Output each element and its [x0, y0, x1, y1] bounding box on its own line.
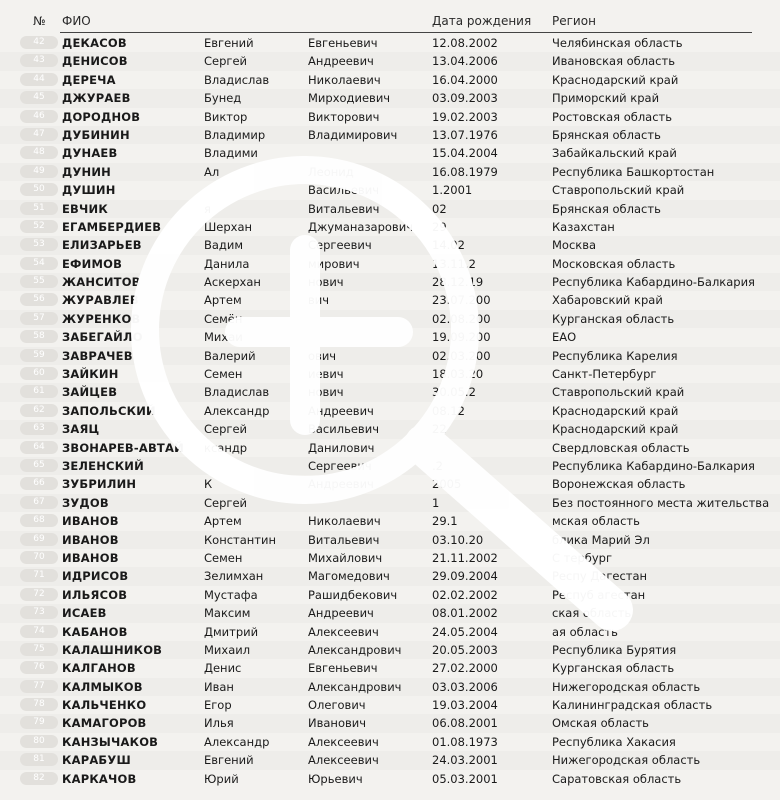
birth-date: 03.03.2006	[432, 679, 498, 694]
patronymic: Леонид	[308, 164, 354, 179]
table-row	[0, 494, 780, 512]
birth-date: 12.08.2002	[432, 36, 498, 50]
region: Республика Кабардино-Балкария	[552, 275, 755, 290]
first-name: Михаи	[204, 330, 243, 345]
row-number-badge: 55	[20, 275, 58, 288]
table-row	[0, 549, 780, 567]
first-name: Мустафа	[204, 587, 258, 602]
patronymic: Магомедович	[308, 569, 390, 584]
last-name: ЗАЙКИН	[62, 367, 119, 382]
region: Без постоянного места жительства	[552, 495, 770, 510]
last-name: КАРКАЧОВ	[62, 771, 137, 786]
patronymic: Андреевич	[308, 403, 374, 418]
first-name: Михаил	[204, 642, 251, 657]
region: Хабаровский край	[552, 293, 663, 308]
patronymic: Евгеньевич	[308, 661, 378, 676]
birth-date: 28.12.19	[432, 275, 484, 290]
patronymic: Николаевич	[308, 514, 381, 529]
table-row	[0, 328, 780, 346]
first-name: Максим	[204, 606, 251, 621]
region: Республика Карелия	[552, 348, 678, 363]
birth-date: 29	[432, 219, 447, 234]
patronymic: иевич	[308, 367, 344, 382]
first-name: Денис	[204, 661, 242, 676]
region: Республика Бурятия	[552, 642, 677, 657]
patronymic: Сергеевич	[308, 458, 372, 473]
region: Нижегородская область	[552, 679, 701, 694]
table-row	[0, 163, 780, 181]
last-name: ЗАЙЦЕВ	[62, 385, 118, 400]
last-name: ДОРОДНОВ	[62, 109, 141, 124]
first-name: Сергей	[204, 495, 247, 510]
birth-date: 23.07.200	[432, 293, 491, 308]
row-number-badge: 65	[20, 459, 58, 472]
patronymic: нович	[308, 275, 344, 290]
region: Брянская область	[552, 201, 661, 216]
last-name: ЕЛИЗАРЬЕВ	[62, 238, 142, 253]
first-name: Иван	[204, 679, 234, 694]
region: Курганская область	[552, 311, 675, 326]
patronymic: Васильевич	[308, 183, 379, 198]
region: ская область	[552, 606, 632, 621]
birth-date: 1.2001	[432, 183, 473, 198]
table-row	[0, 52, 780, 70]
region: Омская область	[552, 716, 649, 731]
first-name: Илья	[204, 716, 234, 731]
table-row	[0, 383, 780, 401]
last-name: ЕФИМОВ	[62, 256, 123, 271]
table-row	[0, 218, 780, 236]
row-number-badge: 42	[20, 36, 58, 49]
patronymic: Александрович	[308, 679, 402, 694]
last-name: ЗУДОВ	[62, 495, 109, 510]
birth-date: 16.04.2000	[432, 72, 498, 87]
patronymic: Николаевич	[308, 72, 381, 87]
birth-date: 03.10.20	[432, 532, 484, 547]
region: Воронежская область	[552, 477, 686, 492]
patronymic: Алексеевич	[308, 734, 379, 749]
row-number-badge: 79	[20, 716, 58, 729]
region: С тербург	[552, 550, 612, 565]
region: Краснодарский край	[552, 72, 679, 87]
row-number-badge: 81	[20, 753, 58, 766]
last-name: ДЕНИСОВ	[62, 54, 128, 69]
table-row	[0, 291, 780, 309]
first-name: Валерий	[204, 348, 256, 363]
birth-date: 22	[432, 422, 447, 437]
first-name: Семен	[204, 367, 243, 382]
last-name: КАЛМЫКОВ	[62, 679, 143, 694]
birth-date: 13.04.2006	[432, 54, 498, 69]
last-name: ЗАВРАЧЕВ	[62, 348, 133, 363]
birth-date: 14.02	[432, 238, 465, 253]
table-row	[0, 347, 780, 365]
table-row	[0, 402, 780, 420]
birth-date: 06.08.2001	[432, 716, 498, 731]
first-name: Зелимхан	[204, 569, 264, 584]
region: Курганская область	[552, 661, 675, 676]
region: Краснодарский край	[552, 422, 679, 437]
birth-date: 30.05.2	[432, 385, 476, 400]
patronymic: Андреевич	[308, 54, 374, 69]
patronymic: Иванович	[308, 716, 367, 731]
patronymic: ович	[308, 348, 337, 363]
table-row	[0, 108, 780, 126]
first-name: Владими	[204, 146, 258, 161]
row-number-badge: 51	[20, 202, 58, 215]
first-name: Евгений	[204, 36, 254, 50]
row-number-badge: 64	[20, 441, 58, 454]
first-name: Егор	[204, 698, 232, 713]
table-row	[0, 623, 780, 641]
region: Краснодарский край	[552, 403, 679, 418]
region: Брянская область	[552, 127, 661, 142]
last-name: ИВАНОВ	[62, 514, 119, 529]
first-name: Константин	[204, 532, 276, 547]
region: Ивановская область	[552, 54, 675, 69]
table-row	[0, 310, 780, 328]
row-number-badge: 78	[20, 698, 58, 711]
table-row	[0, 420, 780, 438]
birth-date: 29.09.2004	[432, 569, 498, 584]
row-number-badge: 53	[20, 238, 58, 251]
row-number-badge: 57	[20, 312, 58, 325]
row-number-badge: 75	[20, 643, 58, 656]
birth-date: 02.03.200	[432, 348, 491, 363]
row-number-badge: 66	[20, 477, 58, 490]
row-number-badge: 80	[20, 735, 58, 748]
birth-date: 24.03.2001	[432, 753, 498, 768]
first-name: Александр	[204, 734, 270, 749]
patronymic: Евгеньевич	[308, 36, 378, 50]
last-name: ЕГАМБЕРДИЕВ	[62, 219, 162, 234]
birth-date: 29.1	[432, 514, 458, 529]
region: Респуб агестан	[552, 587, 646, 602]
region: Московская область	[552, 256, 676, 271]
row-number-badge: 61	[20, 385, 58, 398]
table-row	[0, 255, 780, 273]
patronymic: Андреевич	[308, 477, 374, 492]
last-name: ЗУБРИЛИН	[62, 477, 137, 492]
table-row	[0, 512, 780, 530]
region: Республика Хакасия	[552, 734, 676, 749]
row-number-badge: 56	[20, 293, 58, 306]
birth-date: .2	[432, 458, 443, 473]
table-row	[0, 604, 780, 622]
patronymic: Витальевич	[308, 201, 380, 216]
row-number-badge: 60	[20, 367, 58, 380]
row-number-badge: 76	[20, 661, 58, 674]
last-name: ЗВОНАРЕВ-АВТАЙ	[62, 440, 184, 455]
patronymic: Михайлович	[308, 550, 383, 565]
region: Забайкальский край	[552, 146, 677, 161]
last-name: ИДРИСОВ	[62, 569, 129, 584]
table-row	[0, 770, 780, 788]
last-name: КАНЗЫЧАКОВ	[62, 734, 159, 749]
row-number-badge: 68	[20, 514, 58, 527]
table-row	[0, 71, 780, 89]
region: Санкт-Петербург	[552, 367, 657, 382]
first-name: я	[204, 201, 211, 216]
table-row	[0, 641, 780, 659]
row-number-badge: 67	[20, 496, 58, 509]
row-number-badge: 73	[20, 606, 58, 619]
last-name: ЗАПОЛЬСКИЙ	[62, 403, 156, 418]
table-row	[0, 733, 780, 751]
patronymic: мирович	[308, 256, 360, 271]
first-name: Семен	[204, 550, 243, 565]
patronymic: Алексеевич	[308, 753, 379, 768]
patronymic: Алексеевич	[308, 624, 379, 639]
row-number-badge: 50	[20, 183, 58, 196]
last-name: ДУШИН	[62, 183, 116, 198]
table-row	[0, 181, 780, 199]
last-name: КАЛГАНОВ	[62, 661, 136, 676]
first-name: Бунед	[204, 91, 242, 106]
birth-date: 16.08.1979	[432, 164, 498, 179]
last-name: КАЛЬЧЕНКО	[62, 698, 147, 713]
header-divider	[60, 32, 752, 33]
patronymic: Александрович	[308, 642, 402, 657]
birth-date: 19.02.2003	[432, 109, 498, 124]
first-name: Артем	[204, 293, 242, 308]
table-row	[0, 126, 780, 144]
last-name: ДУНИН	[62, 164, 111, 179]
table-row	[0, 475, 780, 493]
first-name: Александр	[204, 403, 270, 418]
patronymic: Андреевич	[308, 606, 374, 621]
first-name: Сергей	[204, 54, 247, 69]
region: Республика Башкортостан	[552, 164, 715, 179]
table-row	[0, 696, 780, 714]
last-name: ИВАНОВ	[62, 550, 119, 565]
patronymic: Олегович	[308, 698, 366, 713]
last-name: ЗАБЕГАЙЛО	[62, 330, 143, 345]
birth-date: 13.11.2	[432, 256, 476, 271]
row-number-badge: 44	[20, 73, 58, 86]
table-row	[0, 144, 780, 162]
row-number-badge: 54	[20, 257, 58, 270]
first-name: Вадим	[204, 238, 244, 253]
row-number-badge: 48	[20, 146, 58, 159]
header-birth-date: Дата рождения	[432, 14, 532, 28]
table-row	[0, 586, 780, 604]
region: Ставропольский край	[552, 183, 685, 198]
first-name: Сергей	[204, 422, 247, 437]
patronymic: Владимирович	[308, 127, 398, 142]
patronymic: вич	[308, 293, 330, 308]
first-name: К	[204, 477, 213, 492]
birth-date: 2005	[432, 477, 462, 492]
patronymic: Витальевич	[308, 532, 380, 547]
region: Ростовская область	[552, 109, 673, 124]
birth-date: 18.03.20	[432, 367, 484, 382]
birth-date: 02.08.200	[432, 311, 491, 326]
row-number-badge: 46	[20, 110, 58, 123]
first-name: Шерхан	[204, 219, 253, 234]
last-name: ЗАЯЦ	[62, 422, 100, 437]
region: Свердловская область	[552, 440, 690, 455]
patronymic: Данилович	[308, 440, 375, 455]
birth-date: 19.09.200	[432, 330, 491, 345]
row-number-badge: 52	[20, 220, 58, 233]
patronymic: Сергеевич	[308, 238, 372, 253]
region: Челябинская область	[552, 36, 683, 50]
patronymic: Викторович	[308, 109, 380, 124]
last-name: ИСАЕВ	[62, 606, 107, 621]
table-row	[0, 439, 780, 457]
last-name: ЖУРАВЛЕВ	[62, 293, 139, 308]
row-number-badge: 70	[20, 551, 58, 564]
birth-date: 13.07.1976	[432, 127, 498, 142]
first-name: Владислав	[204, 385, 270, 400]
table-header	[0, 8, 780, 34]
row-number-badge: 77	[20, 680, 58, 693]
row-number-badge: 45	[20, 91, 58, 104]
last-name: ДЖУРАЕВ	[62, 91, 131, 106]
last-name: КАЛАШНИКОВ	[62, 642, 163, 657]
table-row	[0, 200, 780, 218]
row-number-badge: 47	[20, 128, 58, 141]
row-number-badge: 72	[20, 588, 58, 601]
last-name: КАРАБУШ	[62, 753, 131, 768]
first-name: Ал	[204, 164, 220, 179]
region: ЕАО	[552, 330, 577, 345]
birth-date: 19.03.2004	[432, 698, 498, 713]
row-number-badge: 59	[20, 349, 58, 362]
patronymic: Юрьевич	[308, 771, 363, 786]
table-row	[0, 457, 780, 475]
first-name: Дмитрий	[204, 624, 259, 639]
last-name: ЖУРЕНКОВ	[62, 311, 141, 326]
region: Москва	[552, 238, 597, 253]
birth-date: 24.05.2004	[432, 624, 498, 639]
table-row	[0, 751, 780, 769]
patronymic: Рашидбекович	[308, 587, 398, 602]
first-name: Юрий	[204, 771, 239, 786]
patronymic: Джуманазарович	[308, 219, 413, 234]
row-number-badge: 49	[20, 165, 58, 178]
last-name: ДЕРЕЧА	[62, 72, 116, 87]
birth-date: 02.02.2002	[432, 587, 498, 602]
row-number-badge: 62	[20, 404, 58, 417]
last-name: ДЕКАСОВ	[62, 36, 127, 50]
last-name: ИВАНОВ	[62, 532, 119, 547]
birth-date: 01.08.1973	[432, 734, 498, 749]
birth-date: 05.03.2001	[432, 771, 498, 786]
row-number-badge: 74	[20, 625, 58, 638]
first-name: Семён	[204, 311, 243, 326]
row-number-badge: 58	[20, 330, 58, 343]
region: Приморский край	[552, 91, 660, 106]
region: блика Марий Эл	[552, 532, 650, 547]
first-name: Евгений	[204, 753, 254, 768]
table-row	[0, 531, 780, 549]
first-name: Артем	[204, 514, 242, 529]
row-number-badge: 69	[20, 533, 58, 546]
first-name: Данила	[204, 256, 250, 271]
region: Нижегородская область	[552, 753, 701, 768]
region: Саратовская область	[552, 771, 682, 786]
table-row	[0, 714, 780, 732]
last-name: ЗЕЛЕНСКИЙ	[62, 458, 144, 473]
region: Калининградская область	[552, 698, 713, 713]
last-name: ЕВЧИК	[62, 201, 108, 216]
last-name: ДУНАЕВ	[62, 146, 118, 161]
table-row	[0, 659, 780, 677]
birth-date: 02	[432, 201, 447, 216]
table-row	[0, 89, 780, 107]
table-row	[0, 678, 780, 696]
region: Респу Дагестан	[552, 569, 648, 584]
birth-date: 08.01.2002	[432, 606, 498, 621]
birth-date: 20.05.2003	[432, 642, 498, 657]
patronymic: Мирходиевич	[308, 91, 391, 106]
row-number-badge: 71	[20, 569, 58, 582]
first-name: Владимир	[204, 127, 266, 142]
table-row	[0, 34, 780, 52]
birth-date: 08.12	[432, 403, 465, 418]
table-row	[0, 236, 780, 254]
table-row	[0, 365, 780, 383]
last-name: ИЛЬЯСОВ	[62, 587, 128, 602]
patronymic: Васильевич	[308, 422, 379, 437]
last-name: КАБАНОВ	[62, 624, 128, 639]
header-region: Регион	[552, 14, 596, 28]
row-number-badge: 43	[20, 54, 58, 67]
birth-date: 21.11.2002	[432, 550, 498, 565]
last-name: ЖАНСИТОВ	[62, 275, 141, 290]
birth-date: 15.04.2004	[432, 146, 498, 161]
birth-date: 1	[432, 495, 440, 510]
birth-date: 27.02.2000	[432, 661, 498, 676]
first-name: Виктор	[204, 109, 248, 124]
patronymic: нович	[308, 385, 344, 400]
first-name: Владислав	[204, 72, 270, 87]
table-row	[0, 567, 780, 585]
region: Казахстан	[552, 219, 615, 234]
header-fio: ФИО	[62, 14, 91, 28]
people-table	[0, 34, 780, 788]
table-row	[0, 273, 780, 291]
first-name: Аскерхан	[204, 275, 261, 290]
last-name: ДУБИНИН	[62, 127, 130, 142]
row-number-badge: 82	[20, 772, 58, 785]
region: мская область	[552, 514, 640, 529]
first-name: ксандр	[204, 440, 248, 455]
region: Ставропольский край	[552, 385, 685, 400]
birth-date: 03.09.2003	[432, 91, 498, 106]
last-name: КАМАГОРОВ	[62, 716, 147, 731]
header-number: №	[33, 14, 46, 28]
region: ая область	[552, 624, 618, 639]
row-number-badge: 63	[20, 422, 58, 435]
region: Республика Кабардино-Балкария	[552, 458, 755, 473]
